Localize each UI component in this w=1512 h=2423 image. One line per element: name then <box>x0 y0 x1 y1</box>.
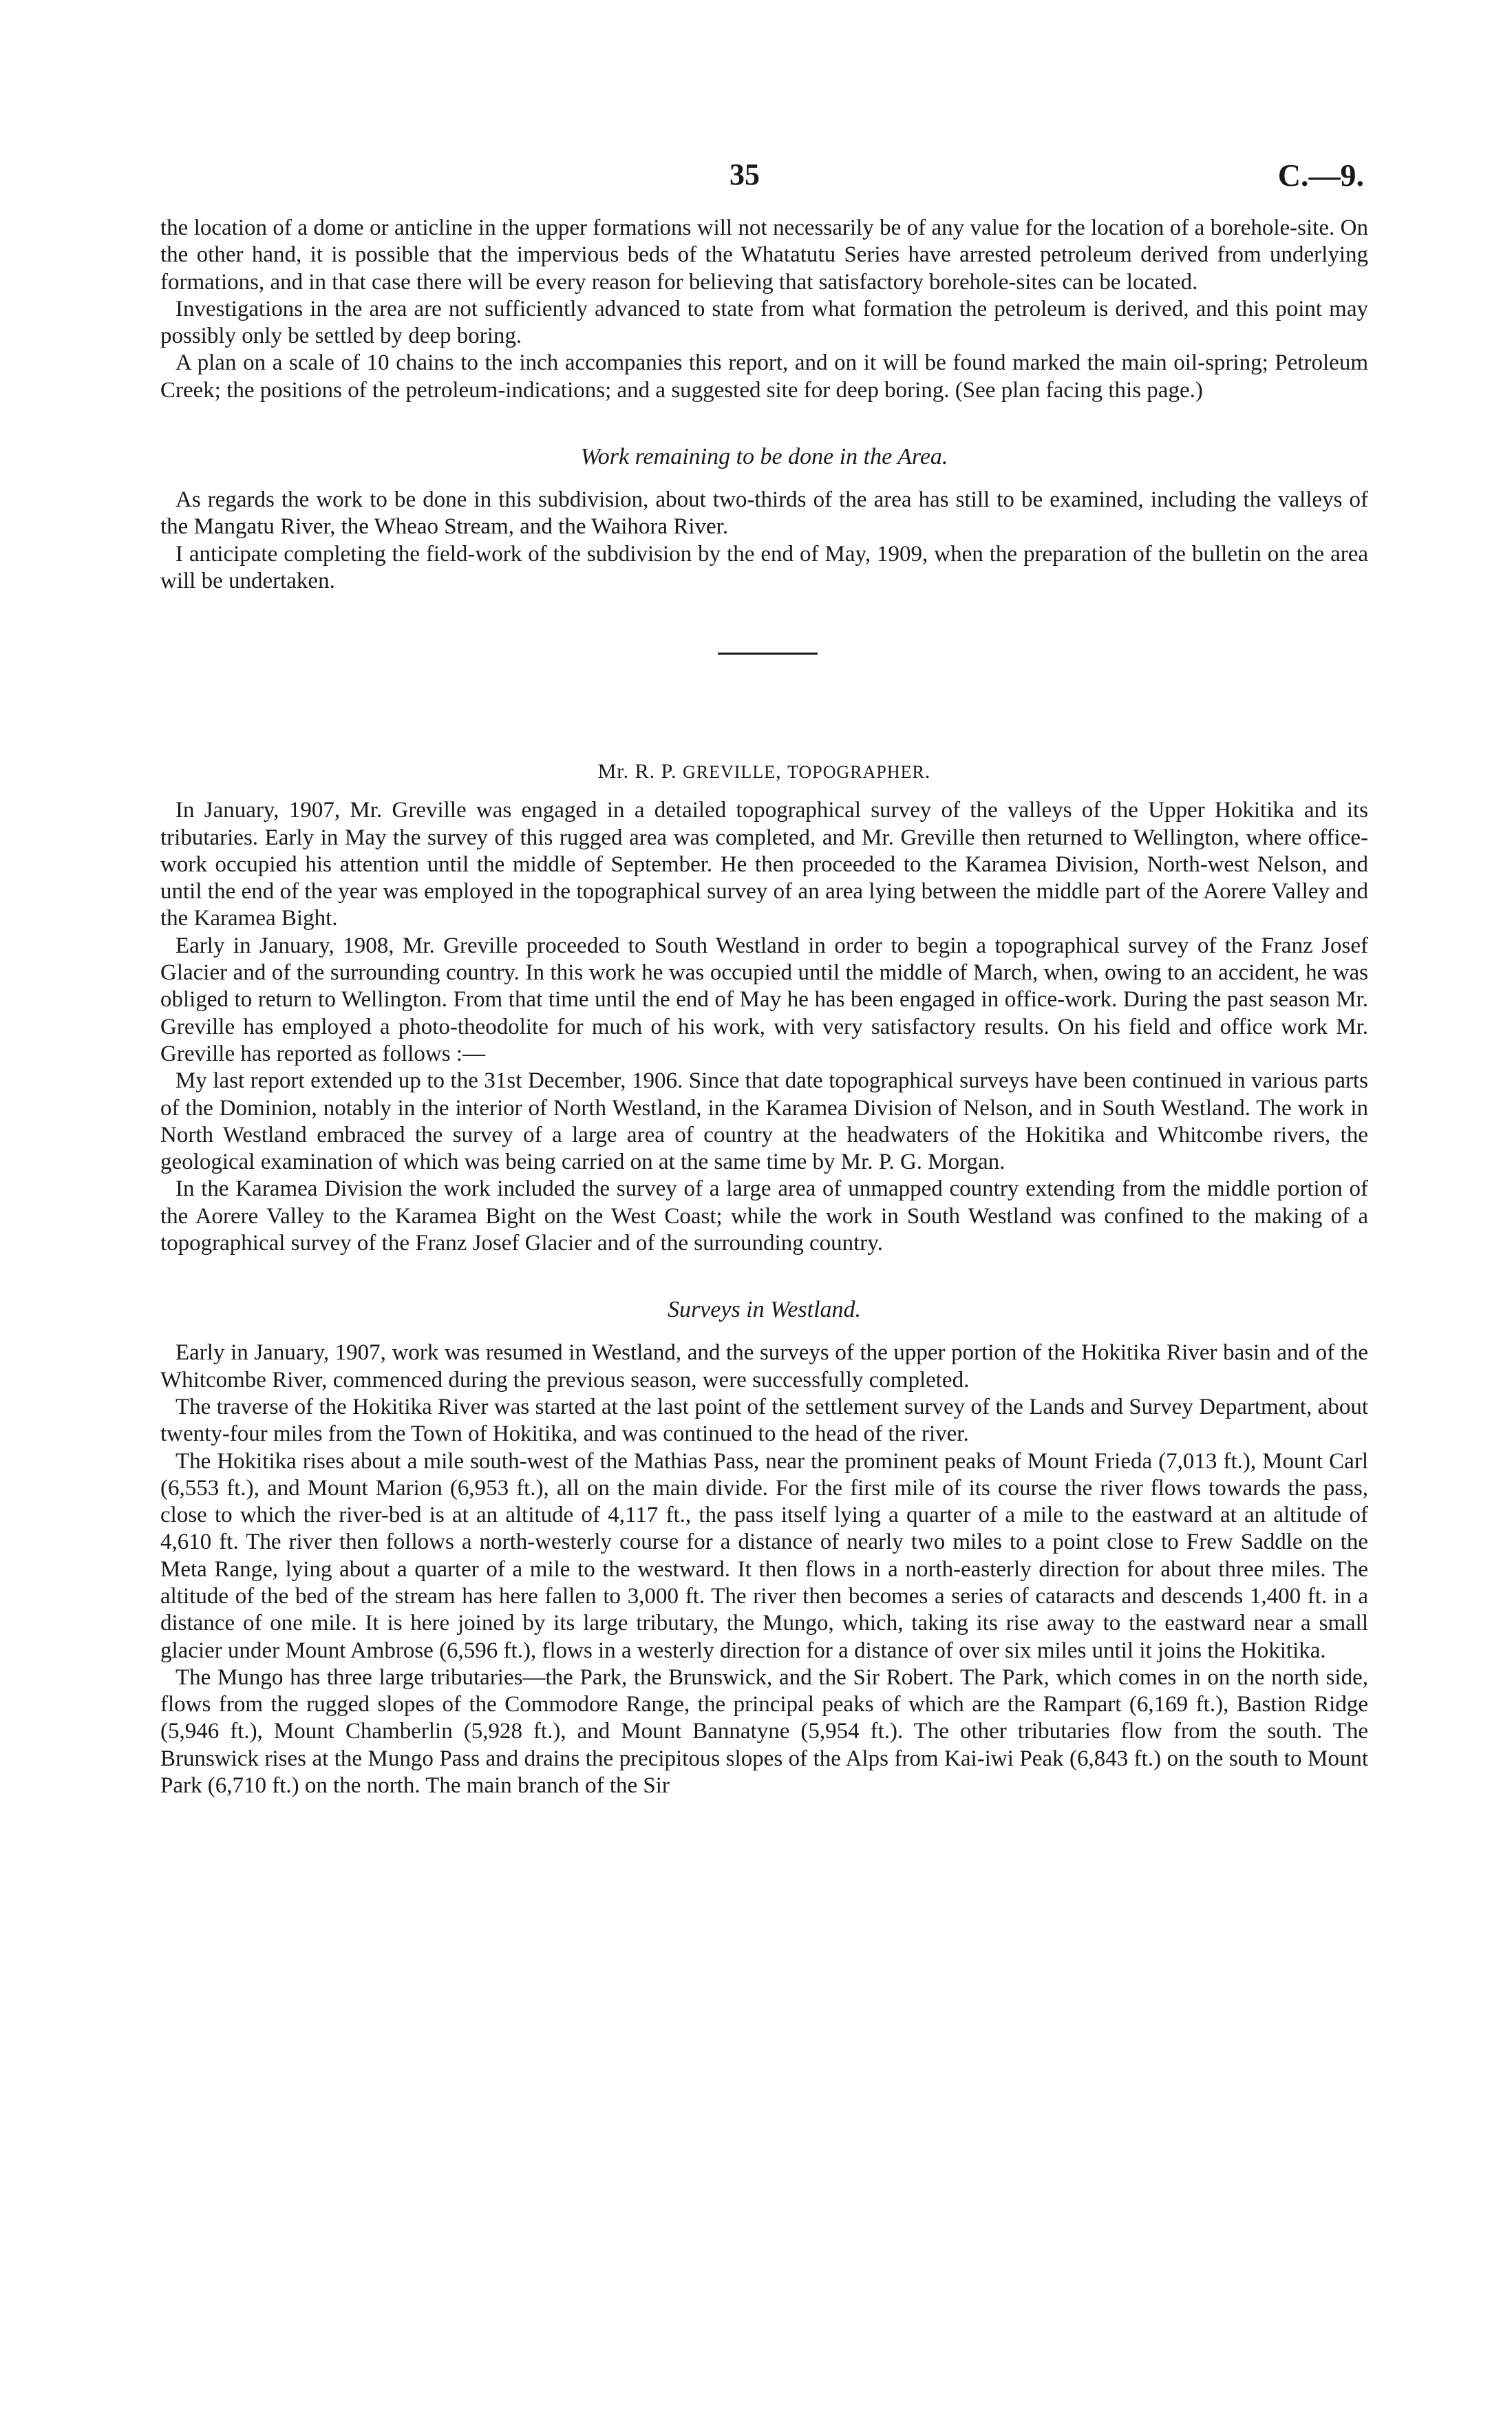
section-work-remaining <box>160 487 1368 595</box>
body-text <box>160 215 1368 1799</box>
section-heading-work-remaining: Work remaining to be done in the Area. <box>580 444 948 470</box>
paragraph: Early in January, 1907, work was resumed in Westland, and the surveys of the upper portion of the Hokitika River basin and of the Whitcombe River, commenced during the previous season, were successfully completed. <box>160 1340 1368 1393</box>
paragraph: A plan on a scale of 10 chains to the inch accompanies this report, and on it will be found marked the main oil-spring; Petroleum Creek; the positions of the petroleum-indications; and a suggested site for deep boring. (See plan facing this page.) <box>160 350 1368 403</box>
heading-end: . <box>924 760 931 783</box>
heading-prefix: Mr. R. P. <box>597 760 683 783</box>
heading-surname: GREVILLE <box>683 762 776 783</box>
paragraph: My last report extended up to the 31st December, 1906. Since that date topographical surveys have been continued in various parts of the Dominion, notably in the interior of North Westland, in the Karamea Division of Nelson, and in South Westland. The work in North Westland embraced the survey of a large area of country at the headwaters of the Hokitika and Whitcombe rivers, the geological examination of which was being carried on at the same time by Mr. P. G. Morgan. <box>160 1068 1368 1175</box>
paragraph: In the Karamea Division the work included the survey of a large area of unmapped country extending from the middle portion of the Aorere Valley to the Karamea Bight on the West Coast; while the work in South Westland was confined to the making of a topographical survey of the Franz Josef Glacier and of the surrounding country. <box>160 1176 1368 1256</box>
heading-separator: , <box>776 760 788 783</box>
section-continuation <box>160 215 1368 404</box>
section-surveys-westland <box>160 1340 1368 1799</box>
paragraph: I anticipate completing the field-work of the subdivision by the end of May, 1909, when the preparation of the bulletin on the area will be undertaken. <box>160 541 1368 593</box>
divider-rule <box>718 653 818 655</box>
page-number: 35 <box>730 158 760 191</box>
paragraph: As regards the work to be done in this subdivision, about two-thirds of the area has still to be examined, including the valleys of the Mangatu River, the Wheao Stream, and the Waihora River. <box>160 487 1368 540</box>
paragraph: Early in January, 1908, Mr. Greville proceeded to South Westland in order to begin a topographical survey of the Franz Josef Glacier and of the surrounding country. In this work he was occupied until the middle of March, when, owing to an accident, he was obliged to return to Wellington. From that time until the end of May he has been engaged in office-work. During the past season Mr. Greville has employed a photo-theodolite for much of his work, with very satisfactory results. On his field and office work Mr. Greville has reported as follows :— <box>160 933 1368 1066</box>
heading-role: TOPOGRAPHER <box>787 762 925 783</box>
section-greville <box>160 797 1368 1257</box>
paragraph: In January, 1907, Mr. Greville was engaged in a detailed topographical survey of the valleys of the Upper Hokitika and its tributaries. Early in May the survey of this rugged area was completed, and Mr. Greville then returned to Wellington, where office-work occupied his attention until the middle of September. He then proceeded to the Karamea Division, North-west Nelson, and until the end of the year was employed in the topographical survey of an area lying between the middle part of the Aorere Valley and the Karamea Bight. <box>160 798 1368 931</box>
paragraph: The traverse of the Hokitika River was started at the last point of the settlement survey of the Lands and Survey Department, about twenty-four miles from the Town of Hokitika, and was continued to the head of the river. <box>160 1394 1368 1447</box>
section-heading-surveys-westland: Surveys in Westland. <box>667 1297 862 1323</box>
paragraph: The Hokitika rises about a mile south-west of the Mathias Pass, near the prominent peaks of Mount Frieda (7,013 ft.), Mount Carl (6,553 ft.), and Mount Marion (6,953 ft.), all on the main divide. For the first mile of its course the river flows towards the pass, close to which the river-bed is at an altitude of 4,117 ft., the pass itself lying a quarter of a mile to the eastward at an altitude of 4,610 ft. The river then follows a north-westerly course for a distance of nearly two miles to a point close to Frew Saddle on the Meta Range, lying about a quarter of a mile to the westward. It then flows in a north-easterly direction for about three miles. The altitude of the bed of the stream has here fallen to 3,000 ft. The river then becomes a series of cataracts and descends 1,400 ft. in a distance of one mile. It is here joined by its large tributary, the Mungo, which, taking its rise away to the eastward near a small glacier under Mount Ambrose (6,596 ft.), flows in a westerly direction for a distance of over six miles until it joins the Hokitika. <box>160 1448 1368 1663</box>
page-header <box>0 157 1512 198</box>
section-separator <box>160 595 1368 760</box>
section-heading-greville <box>160 760 1368 783</box>
paragraph: Investigations in the area are not sufficiently advanced to state from what formation the petroleum is derived, and this point may possibly only be settled by deep boring. <box>160 296 1368 349</box>
paragraph: The Mungo has three large tributaries—the Park, the Brunswick, and the Sir Robert. The Park, which comes in on the north side, flows from the rugged slopes of the Commodore Range, the principal peaks of which are the Rampart (6,169 ft.), Bastion Ridge (5,946 ft.), Mount Chamberlin (5,928 ft.), and Mount Bannatyne (5,954 ft.). The other tributaries flow from the south. The Brunswick rises at the Mungo Pass and drains the precipitous slopes of the Alps from Kai-iwi Peak (6,843 ft.) on the south to Mount Park (6,710 ft.) on the north. The main branch of the Sir <box>160 1664 1368 1799</box>
paper-reference: C.—9. <box>1277 158 1364 193</box>
paragraph: the location of a dome or anticline in the upper formations will not necessarily be of any value for the location of a borehole-site. On the other hand, it is possible that the impervious beds of the Whatatutu Series have arrested petroleum derived from underlying formations, and in that case there will be every reason for believing that satisfactory borehole-sites can be located. <box>160 215 1368 295</box>
